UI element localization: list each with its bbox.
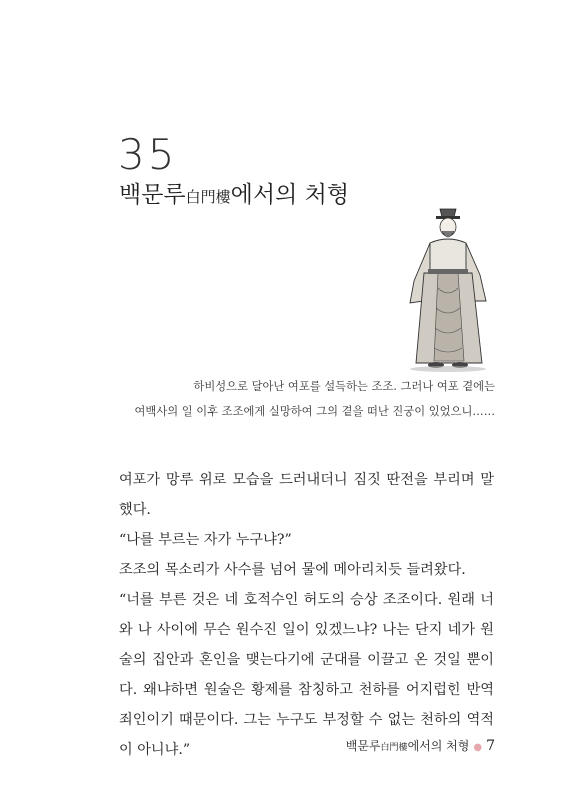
chapter-number: 35 <box>118 130 178 179</box>
footer-title-korean: 백문루 <box>345 739 381 753</box>
separator-dot-icon: ● <box>473 742 483 753</box>
caption-line: 하비성으로 달아난 여포를 설득하는 조조. 그러나 여포 곁에는 <box>193 380 495 393</box>
footer-title-hanja: 白門樓 <box>380 743 408 753</box>
caption-line: 여백사의 일 이후 조조에게 실망하여 그의 곁을 떠난 진궁이 있었으니…… <box>134 405 495 418</box>
body-text <box>119 465 494 765</box>
paragraph: “나를 부르는 자가 누구냐?” <box>119 532 292 548</box>
footer-title-suffix: 에서의 처형 <box>407 739 470 753</box>
page-number: 7 <box>486 738 495 754</box>
chapter-title <box>119 182 349 210</box>
standing-figure-illustration <box>400 203 495 373</box>
chapter-title-korean: 백문루 <box>119 182 186 208</box>
paragraph: 여포가 망루 위로 모습을 드러내더니 짐짓 딴전을 부리며 말했다. <box>119 472 494 518</box>
paragraph: “너를 부른 것은 네 호적수인 허도의 승상 조조이다. 원래 너와 나 사이에 무슨 원수진 일이 있겠느냐? 나는 단지 네가 원술의 집안과 혼인을 맺는다기에 군대를 이끌고 온 것일 뿐이다. 왜냐하면 원술은 황제를 참칭하고 천하를 어지럽힌 반역 죄인이기 때문이다. 그는 누구도 부정할 수 없는 천하의 역적이 아니냐.” <box>119 592 494 758</box>
chapter-title-suffix: 에서의 처형 <box>230 182 350 208</box>
chapter-title-hanja: 白門樓 <box>185 188 231 206</box>
paragraph: 조조의 목소리가 사수를 넘어 물에 메아리치듯 들려왔다. <box>119 562 466 578</box>
running-footer <box>346 737 495 754</box>
illustration-caption <box>75 374 495 424</box>
